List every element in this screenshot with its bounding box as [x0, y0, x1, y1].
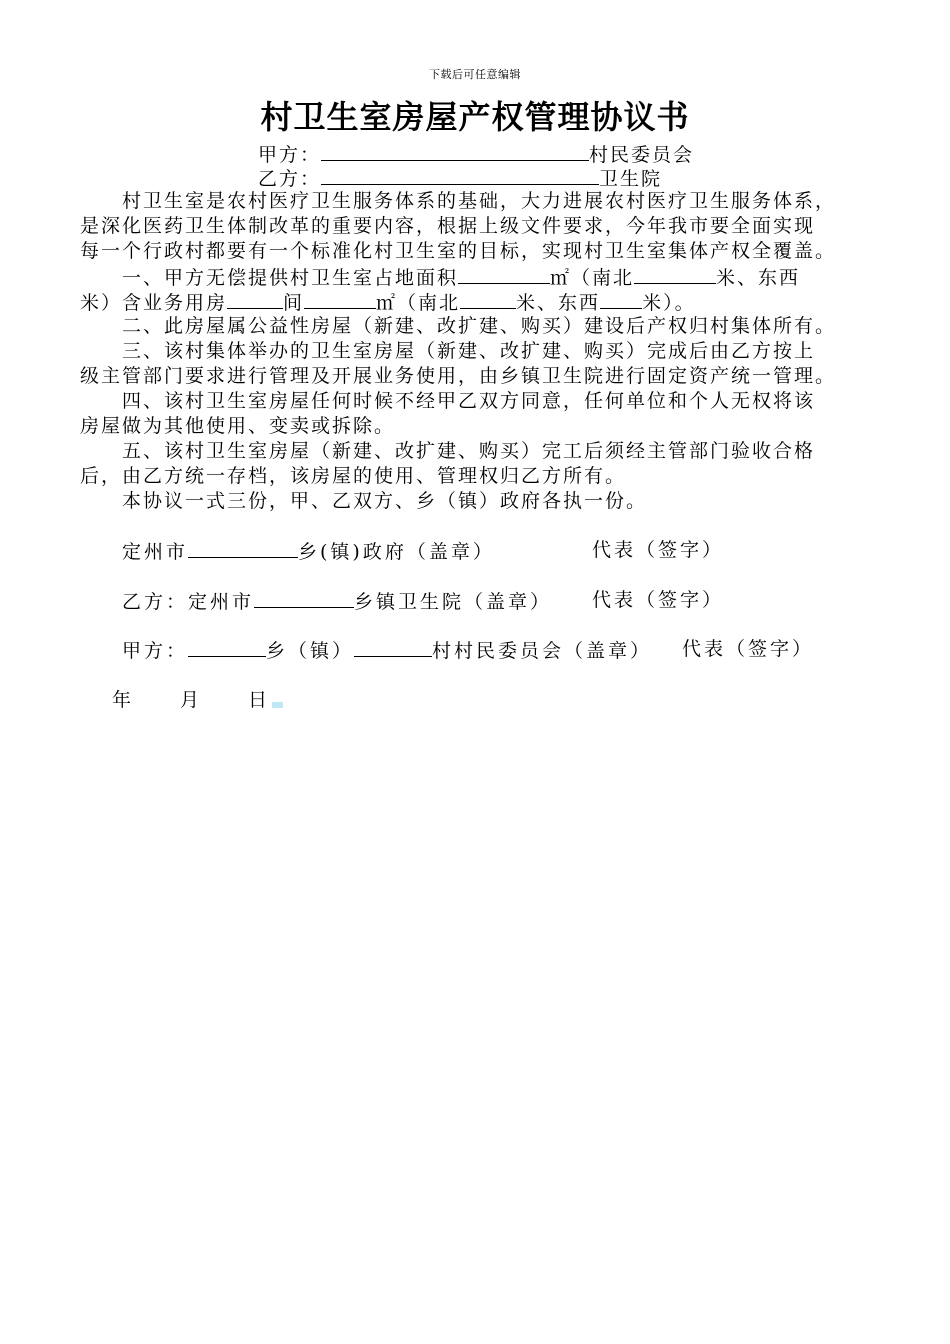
party-b-line: [258, 165, 950, 191]
party-a-blank[interactable]: [321, 141, 589, 161]
party-a-suffix: 村民委员会: [589, 144, 695, 166]
text-cursor-icon: [272, 702, 283, 708]
party-a-label: 甲方：: [258, 144, 322, 166]
date-month: 月: [180, 689, 203, 711]
rooms-blank[interactable]: [227, 289, 283, 309]
building-area-blank[interactable]: [304, 289, 376, 309]
clause-5-line-1: 五、该村卫生室房屋（新建、改扩建、购买）完工后须经主管部门验收合格: [122, 440, 816, 462]
party-b-suffix: 卫生院: [599, 168, 663, 190]
clause-1-line-1: [80, 264, 922, 290]
date-day: 日: [248, 689, 271, 711]
building-ns-blank[interactable]: [460, 289, 516, 309]
party-a-sig-suffix: 村村民委员会（盖章）: [432, 640, 653, 662]
party-b-signature-line: [122, 588, 552, 614]
party-b-township-blank[interactable]: [254, 588, 354, 608]
party-b-representative: 代表（签字）: [592, 589, 725, 611]
gov-township-blank[interactable]: [188, 538, 298, 558]
clause-4-line-1: 四、该村卫生室房屋任何时候不经甲乙双方同意，任何单位和个人无权将该: [122, 390, 816, 412]
party-a-village-blank[interactable]: [354, 637, 432, 657]
clause-1-text-f: ㎡（南北: [376, 292, 461, 314]
document-title: 村卫生室房屋产权管理协议书: [260, 98, 690, 136]
clause-2: 二、此房屋属公益性房屋（新建、改扩建、购买）建设后产权归村集体所有。: [122, 315, 837, 337]
clause-1-text-e: 间: [283, 292, 305, 314]
clause-3-line-2: 级主管部门要求进行管理及开展业务使用，由乡镇卫生院进行固定资产统一管理。: [80, 365, 837, 387]
gov-signature-line: [122, 538, 495, 564]
party-a-signature-line: [122, 637, 652, 663]
gov-representative: 代表（签字）: [592, 539, 725, 561]
clause-1-text-b: ㎡（南北: [550, 267, 635, 289]
header-note: 下载后可任意编辑: [429, 68, 521, 81]
intro-line-1: 村卫生室是农村医疗卫生服务体系的基础，大力进展农村医疗卫生服务体系，: [122, 190, 837, 212]
gov-suffix: 乡(镇)政府（盖章）: [298, 541, 495, 563]
clause-1-text-c: 米、东西: [716, 267, 801, 289]
party-b-sig-prefix: 乙方：定州市: [122, 591, 255, 613]
party-b-sig-suffix: 乡镇卫生院（盖章）: [354, 591, 553, 613]
clause-1-line-2: [80, 289, 880, 315]
clause-1-text-a: 一、甲方无偿提供村卫生室占地面积: [122, 267, 459, 289]
clause-1-text-h: 米）。: [642, 292, 696, 314]
party-a-representative: 代表（签字）: [682, 638, 815, 660]
clause-3-line-1: 三、该村集体举办的卫生室房屋（新建、改扩建、购买）完成后由乙方按上: [122, 340, 816, 362]
closing-clause: 本协议一式三份，甲、乙双方、乡（镇）政府各执一份。: [122, 490, 648, 512]
building-ew-blank[interactable]: [600, 289, 642, 309]
party-b-label: 乙方：: [258, 168, 322, 190]
clause-5-line-2: 后，由乙方统一存档，该房屋的使用、管理权归乙方所有。: [80, 465, 627, 487]
gov-prefix: 定州市: [122, 541, 189, 563]
clause-4-line-2: 房屋做为其他使用、变卖或拆除。: [80, 415, 396, 437]
party-a-line: [258, 141, 950, 167]
land-area-blank[interactable]: [458, 264, 550, 284]
party-a-township-blank[interactable]: [188, 637, 266, 657]
clause-1-text-d: 米）含业务用房: [80, 292, 228, 314]
party-b-blank[interactable]: [321, 165, 599, 185]
date-year: 年: [112, 689, 135, 711]
clause-1-text-g: 米、东西: [516, 292, 601, 314]
party-a-sig-mid: 乡（镇）: [266, 640, 355, 662]
land-ns-blank[interactable]: [634, 264, 716, 284]
intro-line-3: 每一个行政村都要有一个标准化村卫生室的目标，实现村卫生室集体产权全覆盖。: [80, 240, 837, 262]
party-a-sig-prefix: 甲方：: [122, 640, 189, 662]
date-day-line: [248, 688, 283, 712]
intro-line-2: 是深化医药卫生体制改革的重要内容，根据上级文件要求，今年我市要全面实现: [80, 215, 816, 237]
